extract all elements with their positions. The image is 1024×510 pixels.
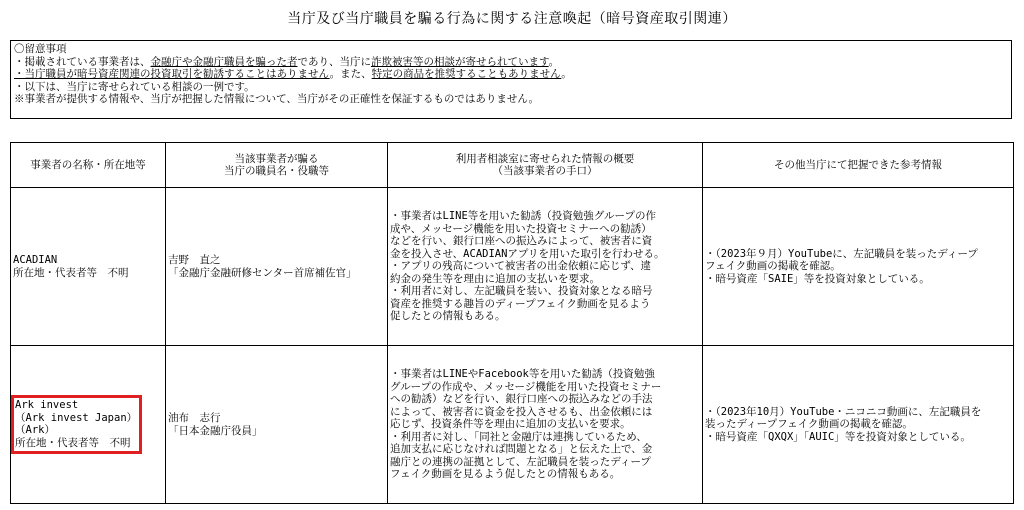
impersonated-staff-line: 「日本金融庁役員」 <box>168 424 263 437</box>
consultation-summary-cell <box>388 346 703 504</box>
company-name-line: 所在地・代表者等 不明 <box>13 266 129 279</box>
header-impersonated-staff-line: 当該事業者が騙る <box>234 152 319 165</box>
summary-line: などを行い、銀行口座への振込みによって、被害者に資 <box>390 235 653 248</box>
notes-line-4: ※事業者が提供する情報や、当庁が把握した情報について、当庁がその正確性を保証するものではありません。 <box>14 93 539 105</box>
summary-line: ・事業者はLINEやFacebook等を用いた勧誘（投資勉強 <box>390 368 655 381</box>
company-name-line: （Ark invest Japan） <box>15 411 138 424</box>
table-row <box>11 188 1014 346</box>
header-reference-info <box>703 143 1014 188</box>
company-name-line: ACADIAN <box>13 254 58 266</box>
summary-line: 促したとの情報もある。 <box>390 310 506 323</box>
summary-line: 約金の発生等を理由に追加の支払いを要求。 <box>390 272 600 285</box>
header-company-name-line: 事業者の名称・所在地等 <box>30 158 146 171</box>
summary-line: 資産を推奨する趣旨のディープフェイク動画を見るよう <box>390 297 651 310</box>
summary-line: グループの作成や、メッセージ機能を用いた投資セミナー <box>390 380 662 393</box>
notes-line-1-text-a: ・掲載されている事業者は、 <box>14 55 151 68</box>
notes-line-1-text-c: 。 <box>548 55 560 68</box>
summary-line: 融庁との連携の証拠として、左記職員を装ったディープ <box>390 455 651 468</box>
company-name-line: Ark invest <box>15 399 79 411</box>
summary-line: 追加支払に応じなければ問題となる」と伝えた上で、金 <box>390 443 653 456</box>
impersonated-staff-line: 油布 志行 <box>168 412 221 424</box>
notes-line-3: ・以下は、当庁に寄せられている相談の一例です。 <box>14 80 255 93</box>
impersonated-staff-line: 「金融庁金融研修センター首席補佐官」 <box>168 266 357 279</box>
header-consultation-summary <box>388 143 703 188</box>
notes-heading: 〇留意事項 <box>14 43 67 55</box>
company-name-line: 所在地・代表者等 不明 <box>15 436 131 449</box>
notes-line-2-text-a: 。また、 <box>329 68 372 80</box>
impersonated-staff-cell <box>166 188 388 346</box>
summary-line: 金を投入させ、ACADIANアプリを用いた取引を行わせる。 <box>390 247 665 260</box>
consultation-summary-cell <box>388 188 703 346</box>
header-impersonated-staff <box>166 143 388 188</box>
summary-line: ・利用者に対し、左記職員を装い、投資対象となる暗号 <box>390 285 653 298</box>
impersonated-staff-cell <box>166 346 388 504</box>
reference-info-cell <box>703 346 1014 504</box>
notes-line-1-text-b: であり、当庁に <box>297 55 371 68</box>
notes-line-1 <box>14 56 1008 69</box>
reference-info-cell <box>703 188 1014 346</box>
summary-line: ・アプリの残高について被害者の出金依頼に応じず、違 <box>390 260 652 273</box>
warning-table <box>10 142 1014 504</box>
reference-line: ・暗号資産「SAIE」等を投資対象としている。 <box>705 272 930 285</box>
header-consultation-summary-line: 利用者相談室に寄せられた情報の概要 <box>455 152 635 165</box>
impersonated-staff-line: 吉野 直之 <box>168 254 221 266</box>
notes-line-1-underline-b: 詐欺被害等の相談が寄せられています <box>371 55 549 68</box>
reference-line: ・（2023年10月）YouTube・ニコニコ動画に、左記職員を <box>705 405 982 418</box>
notes-box <box>10 40 1012 119</box>
notes-line-2-underline-a: ・当庁職員が暗号資産関連の投資取引を勧誘することはありません <box>14 68 330 80</box>
reference-line: ・（2023年９月）YouTubeに、左記職員を装ったディープ <box>705 247 978 260</box>
summary-line: ・利用者に対し、「同社と金融庁は連携しているため、 <box>390 430 647 443</box>
table-header-row <box>11 143 1014 188</box>
notes-line-1-underline-a: 金融庁や金融庁職員を騙った者 <box>150 55 298 68</box>
summary-line: への勧誘）などを行い、銀行口座への振込みなどの手法 <box>390 393 653 406</box>
page-title: 当庁及び当庁職員を騙る行為に関する注意喚起（暗号資産取引関連） <box>287 11 737 27</box>
header-reference-info-line: その他当庁にて把握できた参考情報 <box>774 158 942 171</box>
summary-line: 成や、メッセージ機能を用いた投資セミナーへの勧誘） <box>390 222 652 235</box>
reference-line: ・暗号資産「QXQX」「AUIC」等を投資対象としている。 <box>705 430 971 443</box>
summary-line: ・事業者はLINE等を用いた勧誘（投資勉強グループの作 <box>390 210 656 223</box>
notes-line-2-underline-b: 特定の商品を推奨することもありません <box>371 68 562 80</box>
header-consultation-summary-line: （当該事業者の手口） <box>492 165 598 177</box>
company-name-cell <box>11 346 166 504</box>
company-name-cell <box>11 188 166 346</box>
summary-line: フェイク動画を見るよう促したとの情報もある。 <box>390 468 621 481</box>
summary-line: 応じず、投資条件等を理由に追加の支払いを要求。 <box>390 418 631 431</box>
reference-line: フェイク動画の掲載を確認。 <box>705 260 841 273</box>
header-impersonated-staff-line: 当庁の職員名・役職等 <box>224 165 329 177</box>
header-company-name <box>11 143 166 188</box>
company-name-line: （Ark） <box>15 424 55 436</box>
table-row <box>11 346 1014 504</box>
reference-line: 装ったディープフェイク動画の掲載を確認。 <box>705 418 913 431</box>
summary-line: によって、被害者に資金を投入させるも、出金依頼には <box>390 405 653 418</box>
notes-line-2-text-b: 。 <box>561 68 572 80</box>
notes-line-2 <box>14 68 1008 81</box>
highlight-box <box>11 395 142 454</box>
